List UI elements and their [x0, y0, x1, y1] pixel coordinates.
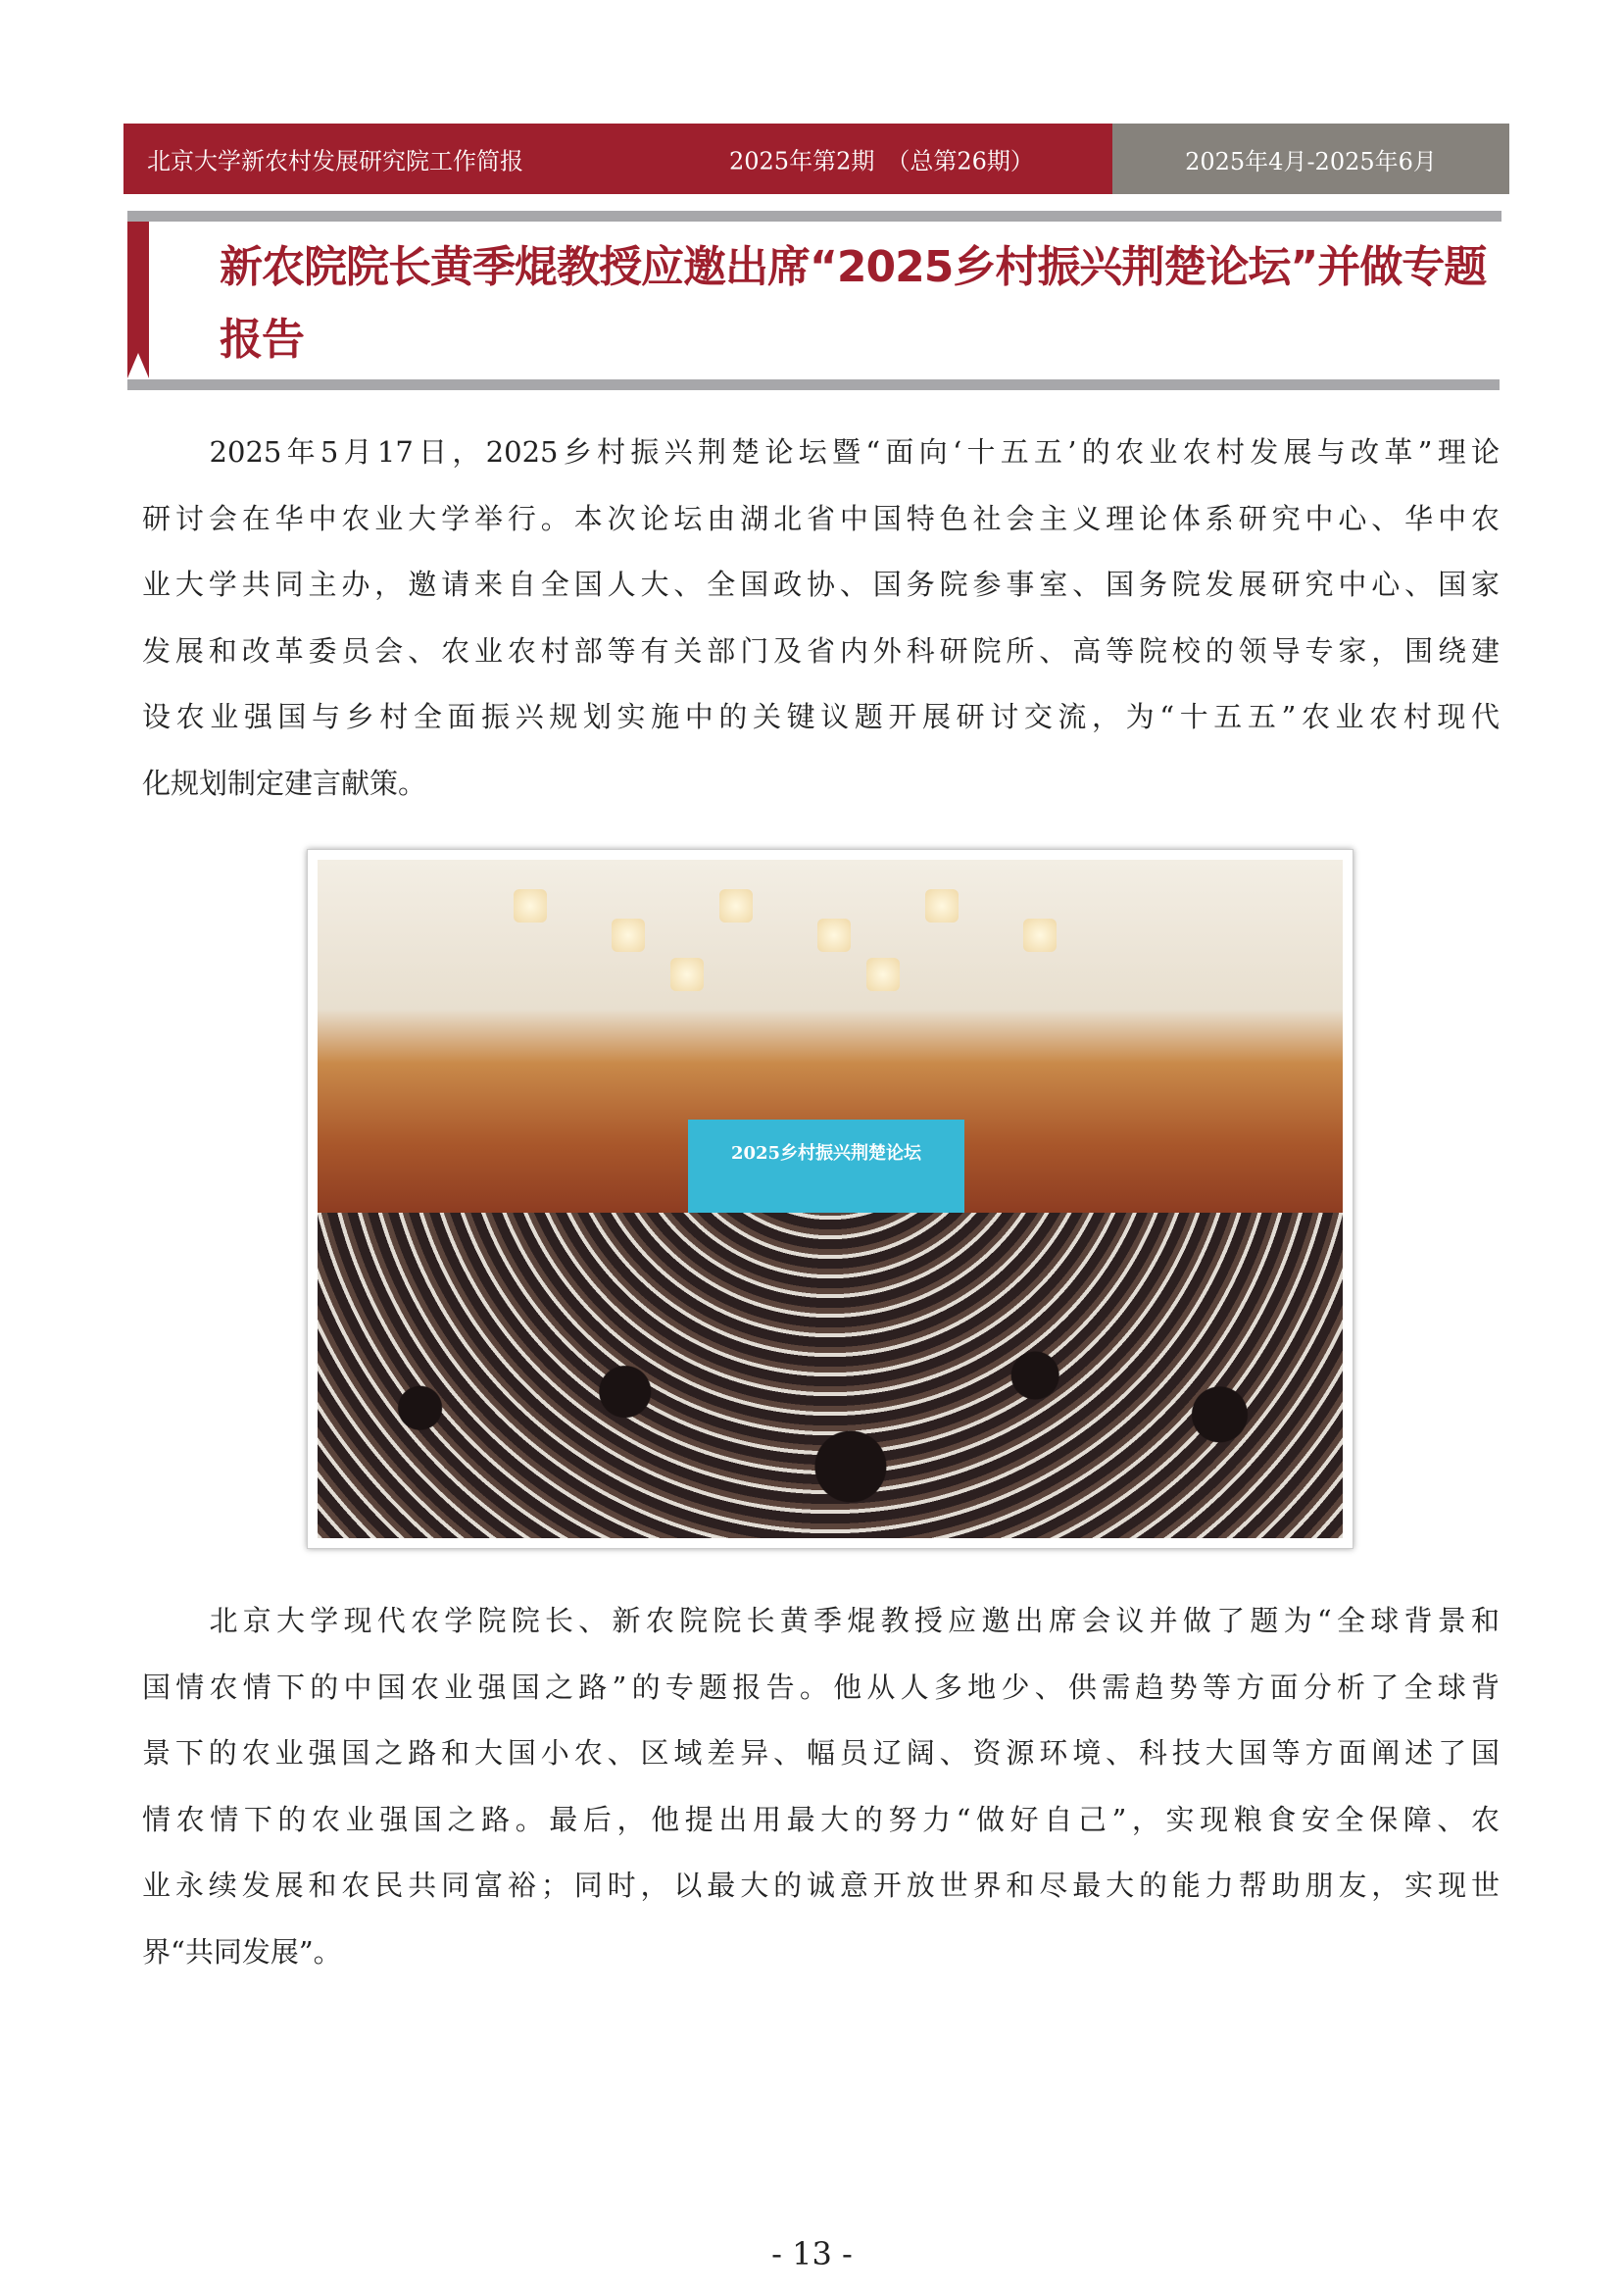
text-line: 研讨会在华中农业大学举行。本次论坛由湖北省中国特色社会主义理论体系研究中心、华中农 — [142, 501, 1500, 535]
projection-screen — [688, 1120, 964, 1227]
header-red-band — [123, 124, 1112, 194]
text-line: 发展和改革委员会、农业农村部等有关部门及省内外科研院所、高等院校的领导专家，围绕建 — [142, 633, 1500, 668]
page-number: - 13 - — [771, 2235, 853, 2272]
text-line: 景下的农业强国之路和大国小农、区域差异、幅员辽阔、资源环境、科技大国等方面阐述了国 — [142, 1736, 1500, 1771]
text-line: 2025年5月17日，2025乡村振兴荆楚论坛暨“面向‘十五五’的农业农村发展与改革”理论 — [142, 435, 1500, 469]
paragraph-1 — [142, 420, 1500, 818]
publication-name: 北京大学新农村发展研究院工作简报 — [147, 147, 523, 175]
issue-number: 2025年第2期 （总第26期） — [729, 147, 1034, 175]
screen-text: 2025乡村振兴荆楚论坛 — [730, 1143, 922, 1164]
paragraph-2 — [142, 1588, 1500, 1986]
title-bottom-divider — [127, 379, 1500, 390]
title-line: 新农院院长黄季焜教授应邀出席“2025乡村振兴荆楚论坛”并做专题 — [220, 242, 1487, 292]
text-line: 国情农情下的中国农业强国之路”的专题报告。他从人多地少、供需趋势等方面分析了全球背 — [142, 1670, 1500, 1704]
text-line: 北京大学现代农学院院长、新农院院长黄季焜教授应邀出席会议并做了题为“全球背景和 — [142, 1604, 1500, 1637]
text-line: 化规划制定建言献策。 — [142, 766, 427, 800]
text-line: 设农业强国与乡村全面振兴规划实施中的关键议题开展研讨交流，为“十五五”农业农村现代 — [142, 700, 1500, 734]
audience — [318, 1213, 1343, 1538]
text-line: 情农情下的农业强国之路。最后，他提出用最大的努力“做好自己”，实现粮食安全保障、农 — [142, 1802, 1500, 1836]
conference-photo — [307, 849, 1353, 1549]
title-accent-notch — [127, 353, 149, 378]
article-title — [220, 231, 1503, 376]
title-line: 报告 — [220, 315, 304, 365]
period-text: 2025年4月-2025年6月 — [1185, 147, 1437, 175]
text-line: 业永续发展和农民共同富裕；同时，以最大的诚意开放世界和尽最大的能力帮助朋友，实现世 — [142, 1869, 1500, 1903]
page-header — [123, 124, 1509, 194]
header-period — [1112, 124, 1509, 194]
text-line: 业大学共同主办，邀请来自全国人大、全国政协、国务院参事室、国务院发展研究中心、国家 — [142, 568, 1500, 602]
photo-image — [318, 860, 1343, 1538]
text-line: 界“共同发展”。 — [142, 1934, 342, 1969]
title-top-divider — [127, 211, 1501, 222]
